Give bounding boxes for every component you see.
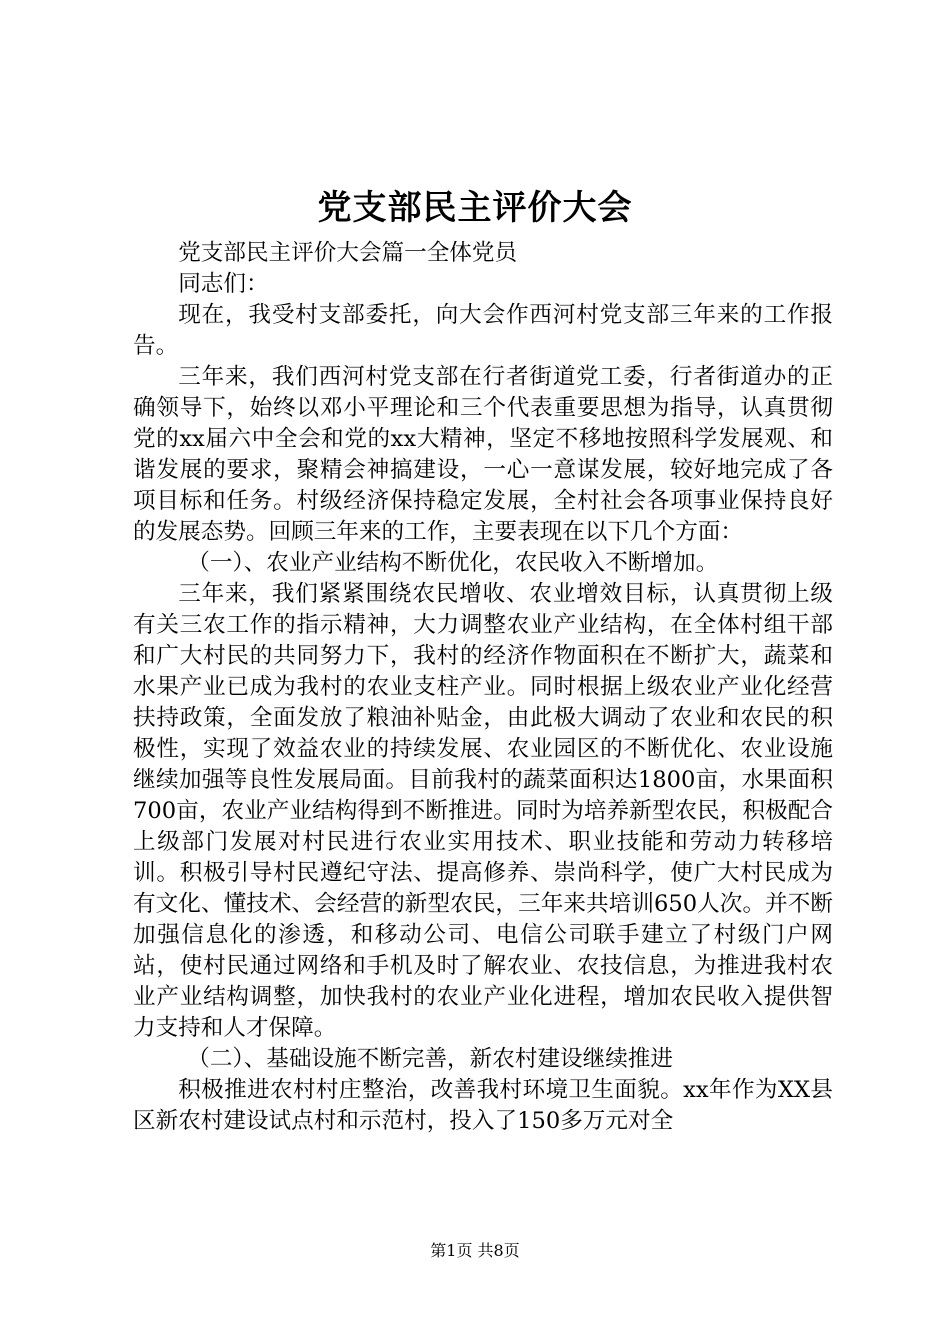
- paragraph-agriculture: 三年来，我们紧紧围绕农民增收、农业增效目标，认真贯彻上级有关三农工作的指示精神，大力调整农业产业结构，在全体村组干部和广大村民的共同努力下，我村的经济作物面积在不断扩大，蔬菜和水果产业已成为我村的农业支柱产业。同时根据上级农业产业化经营扶持政策，全面发放了粮油补贴金，由此极大调动了农业和农民的积极性，实现了效益农业的持续发展、农业园区的不断优化、农业设施继续加强等良性发展局面。目前我村的蔬菜面积达1800亩，水果面积700亩，农业产业结构得到不断推进。同时为培养新型农民，积极配合上级部门发展对村民进行农业实用技术、职业技能和劳动力转移培训。积极引导村民遵纪守法、提高修养、崇尚科学，使广大村民成为有文化、懂技术、会经营的新型农民，三年来共培训650人次。并不断加强信息化的渗透，和移动公司、电信公司联手建立了村级门户网站，使村民通过网络和手机及时了解农业、农技信息，为推进我村农业产业结构调整，加快我村的农业产业化进程，增加农民收入提供智力支持和人才保障。: [133, 581, 833, 1041]
- section-heading-2: （二）、基础设施不断完善，新农村建设继续推进: [187, 1046, 673, 1072]
- paragraph-overview: 三年来，我们西河村党支部在行者街道党工委，行者街道办的正确领导下，始终以邓小平理论和三个代表重要思想为指导，认真贯彻党的xx届六中全会和党的xx大精神，坚定不移地按照科学发展观、和谐发展的要求，聚精会神搞建设，一心一意谋发展，较好地完成了各项目标和任务。村级经济保持稳定发展，全村社会各项事业保持良好的发展态势。回顾三年来的工作，主要表现在以下几个方面：: [133, 364, 833, 545]
- paragraph-subtitle: 党支部民主评价大会篇一全体党员: [178, 240, 518, 266]
- document-title: 党支部民主评价大会: [317, 188, 633, 228]
- paragraph-salutation: 同志们：: [178, 271, 269, 297]
- document-body: [133, 238, 833, 1137]
- paragraph-infrastructure: 积极推进农村村庄整治，改善我村环境卫生面貌。xx年作为XX县区新农村建设试点村和示范村，投入了150多万元对全: [133, 1077, 833, 1134]
- paragraph-intro: 现在，我受村支部委托，向大会作西河村党支部三年来的工作报告。: [133, 302, 833, 359]
- section-heading-1: （一）、农业产业结构不断优化，农民收入不断增加。: [187, 550, 719, 576]
- page-footer: 第1页 共8页: [430, 1241, 520, 1260]
